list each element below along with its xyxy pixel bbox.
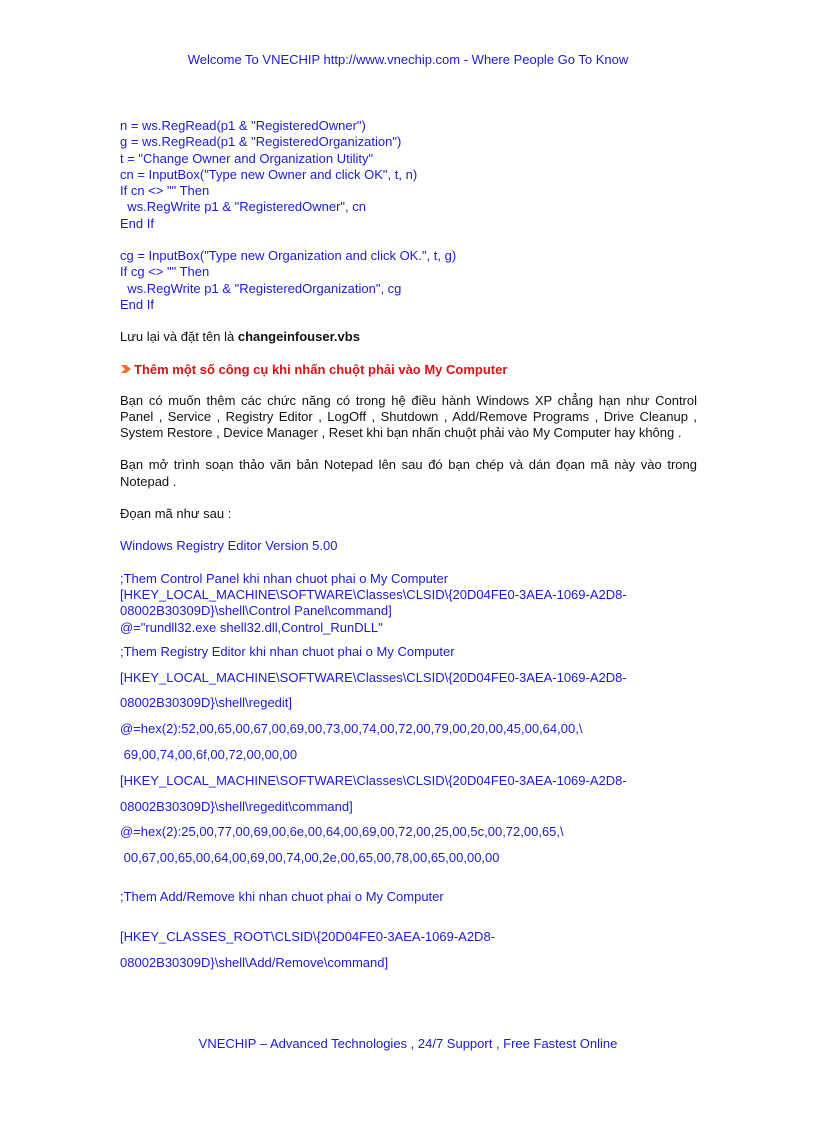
- registry-line: [HKEY_CLASSES_ROOT\CLSID\{20D04FE0-3AEA-1069-A2D8-: [120, 929, 496, 945]
- registry-line: @=hex(2):52,00,65,00,67,00,69,00,73,00,74,00,72,00,79,00,20,00,45,00,64,00,\: [120, 721, 583, 737]
- registry-comment-add-remove: ;Them Add/Remove khi nhan chuot phai o My Computer: [120, 889, 444, 904]
- code-block-owner: [120, 118, 697, 232]
- registry-line: ;Them Registry Editor khi nhan chuot phai o My Computer: [120, 643, 455, 659]
- instruction-paragraph: Bạn mở trình soạn thảo văn bản Notepad lên sau đó bạn chép và dán đọan mã này vào trong Notepad .: [120, 457, 697, 489]
- page-header: Welcome To VNECHIP http://www.vnechip.com - Where People Go To Know: [187, 52, 629, 67]
- code-intro-text: Đọan mã như sau :: [120, 506, 232, 522]
- registry-line: 08002B30309D}\shell\Add/Remove\command]: [120, 955, 389, 971]
- registry-line: [HKEY_LOCAL_MACHINE\SOFTWARE\Classes\CLSID\{20D04FE0-3AEA-1069-A2D8-: [120, 586, 627, 602]
- registry-line: 08002B30309D}\shell\regedit]: [120, 695, 293, 711]
- registry-line: 08002B30309D}\shell\regedit\command]: [120, 798, 353, 814]
- document-body: [120, 118, 697, 981]
- registry-line: 00,67,00,65,00,64,00,69,00,74,00,2e,00,65,00,78,00,65,00,00,00: [120, 850, 500, 866]
- code-block-organization: [120, 248, 697, 313]
- code-line: n = ws.RegRead(p1 & "RegisteredOwner"): [120, 118, 366, 133]
- code-line: cn = InputBox("Type new Owner and click OK", t, n): [120, 166, 418, 182]
- section-heading-text: Thêm một số công cụ khi nhấn chuột phải vào My Computer: [134, 361, 508, 377]
- registry-line: @=hex(2):25,00,77,00,69,00,6e,00,64,00,69,00,72,00,25,00,5c,00,72,00,65,\: [120, 824, 564, 840]
- registry-block-add-remove: [120, 929, 697, 971]
- code-line: cg = InputBox("Type new Organization and click OK.", t, g): [120, 248, 457, 264]
- save-note-filename: changeinfouser.vbs: [237, 329, 360, 345]
- arrow-right-icon: [120, 363, 132, 375]
- code-line: End If: [120, 296, 154, 312]
- registry-block-regedit: [120, 644, 697, 867]
- registry-line: 08002B30309D}\shell\Control Panel\command]: [120, 603, 392, 619]
- code-line: ws.RegWrite p1 & "RegisteredOrganization", cg: [120, 280, 402, 296]
- registry-line: @="rundll32.exe shell32.dll,Control_RunDLL": [120, 619, 383, 635]
- registry-line: 69,00,74,00,6f,00,72,00,00,00: [120, 747, 298, 763]
- registry-line: ;Them Control Panel khi nhan chuot phai o My Computer: [120, 570, 449, 586]
- code-line: If cn <> "" Then: [120, 183, 210, 199]
- registry-version: Windows Registry Editor Version 5.00: [120, 538, 338, 554]
- code-line: End If: [120, 215, 154, 231]
- code-line: t = "Change Owner and Organization Utility": [120, 150, 374, 166]
- page-footer: VNECHIP – Advanced Technologies , 24/7 Support , Free Fastest Online: [198, 1036, 618, 1051]
- code-line: g = ws.RegRead(p1 & "RegisteredOrganization"): [120, 134, 402, 150]
- registry-line: [HKEY_LOCAL_MACHINE\SOFTWARE\Classes\CLSID\{20D04FE0-3AEA-1069-A2D8-: [120, 772, 627, 788]
- code-line: ws.RegWrite p1 & "RegisteredOwner", cn: [120, 199, 366, 215]
- registry-block-control-panel: [120, 571, 697, 636]
- save-note: [120, 329, 697, 345]
- registry-line: [HKEY_LOCAL_MACHINE\SOFTWARE\Classes\CLSID\{20D04FE0-3AEA-1069-A2D8-: [120, 669, 627, 685]
- code-line: If cg <> "" Then: [120, 264, 210, 280]
- save-note-prefix: Lưu lại và đặt tên là: [120, 329, 238, 345]
- intro-paragraph: Bạn có muốn thêm các chức năng có trong hệ điều hành Windows XP chẳng hạn như Control Panel , Service , Registry Editor , LogOff , Shutdown , Add/Remove Programs , Drive Cleanup , System Restore , Device Manager , Reset khi bạn nhấn chuột phải vào My Computer hay không .: [120, 392, 697, 441]
- section-heading: [120, 362, 697, 377]
